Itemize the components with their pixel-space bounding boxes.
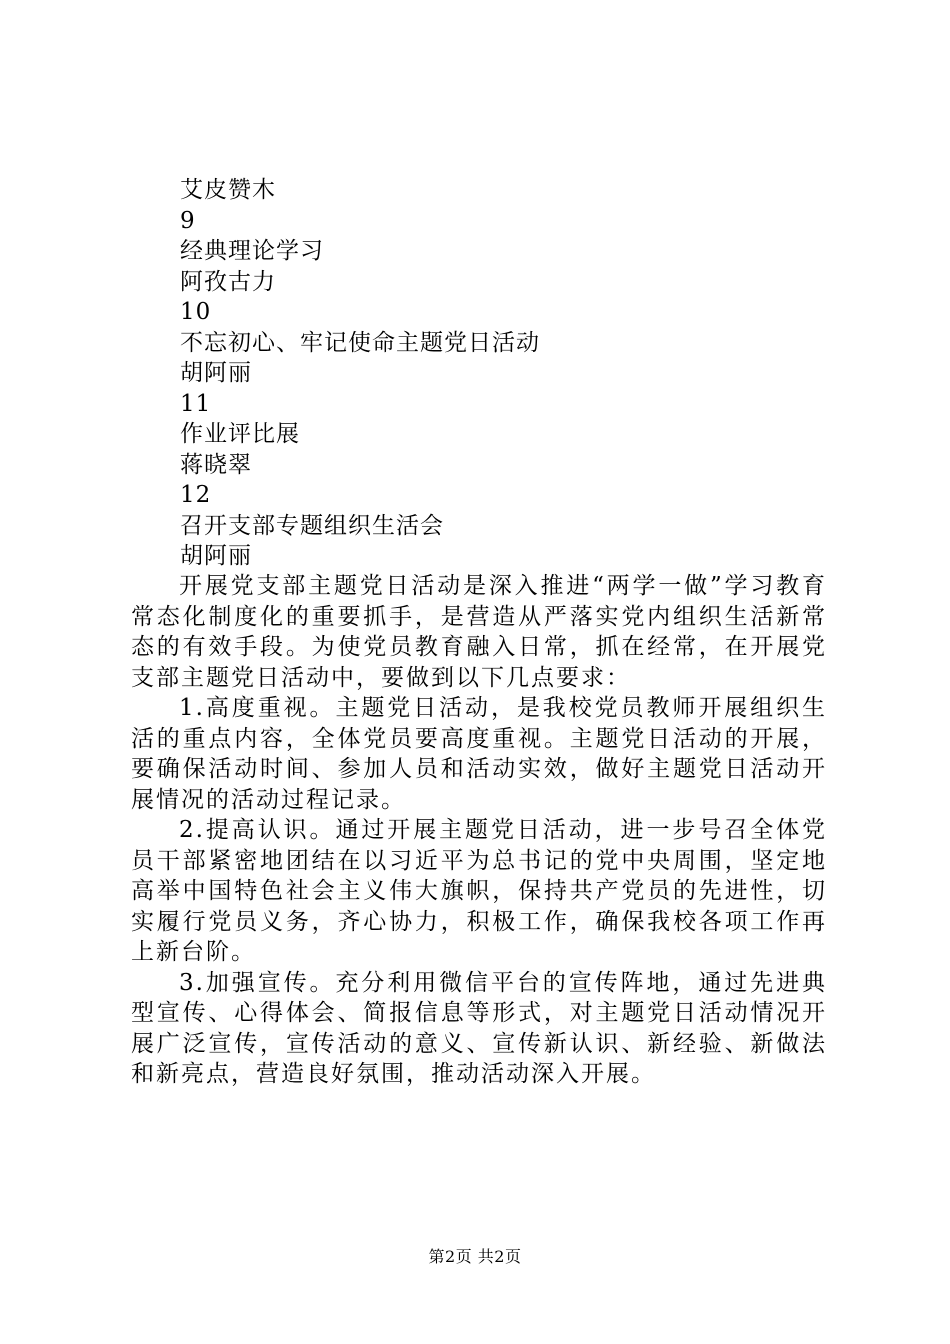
list-item: 11 bbox=[180, 390, 212, 417]
body-text bbox=[131, 571, 827, 1090]
list-item: 召开支部专题组织生活会 bbox=[180, 512, 444, 539]
list-item: 胡阿丽 bbox=[180, 360, 252, 386]
list-item: 9 bbox=[180, 207, 196, 234]
requirement-paragraph-3: 3.加强宣传。充分利用微信平台的宣传阵地，通过先进典型宣传、心得体会、简报信息等形式，对主题党日活动情况开展广泛宣传，宣传活动的意义、宣传新认识、新经验、新做法和新亮点，营造良好氛围，推动活动深入开展。 bbox=[131, 969, 827, 1087]
list-item: 经典理论学习 bbox=[180, 238, 324, 264]
schedule-list bbox=[180, 175, 840, 572]
list-item: 阿孜古力 bbox=[180, 268, 276, 295]
intro-paragraph: 开展党支部主题党日活动是深入推进“两学一做”学习教育常态化制度化的重要抓手，是营造从严落实党内组织生活新常态的有效手段。为使党员教育融入日常，抓在经常，在开展党支部主题党日活动中，要做到以下几点要求： bbox=[131, 573, 827, 691]
requirement-paragraph-2: 2.提高认识。通过开展主题党日活动，进一步号召全体党员干部紧密地团结在以习近平为总书记的党中央周围，坚定地高举中国特色社会主义伟大旗帜，保持共产党员的先进性，切实履行党员义务，齐心协力，积极工作，确保我校各项工作再上新台阶。 bbox=[131, 817, 827, 965]
list-item: 胡阿丽 bbox=[180, 543, 252, 569]
list-item: 12 bbox=[180, 482, 212, 508]
list-item: 蒋晓翠 bbox=[180, 451, 252, 478]
list-item: 10 bbox=[180, 299, 212, 325]
list-item: 作业评比展 bbox=[180, 421, 300, 447]
requirement-paragraph-1: 1.高度重视。主题党日活动，是我校党员教师开展组织生活的重点内容，全体党员要高度重视。主题党日活动的开展，要确保活动时间、参加人员和活动实效，做好主题党日活动开展情况的活动过程记录。 bbox=[131, 695, 827, 813]
list-item: 不忘初心、牢记使命主题党日活动 bbox=[180, 329, 540, 356]
page-footer: 第2页 共2页 bbox=[428, 1247, 522, 1266]
list-item: 艾皮赞木 bbox=[180, 177, 276, 203]
